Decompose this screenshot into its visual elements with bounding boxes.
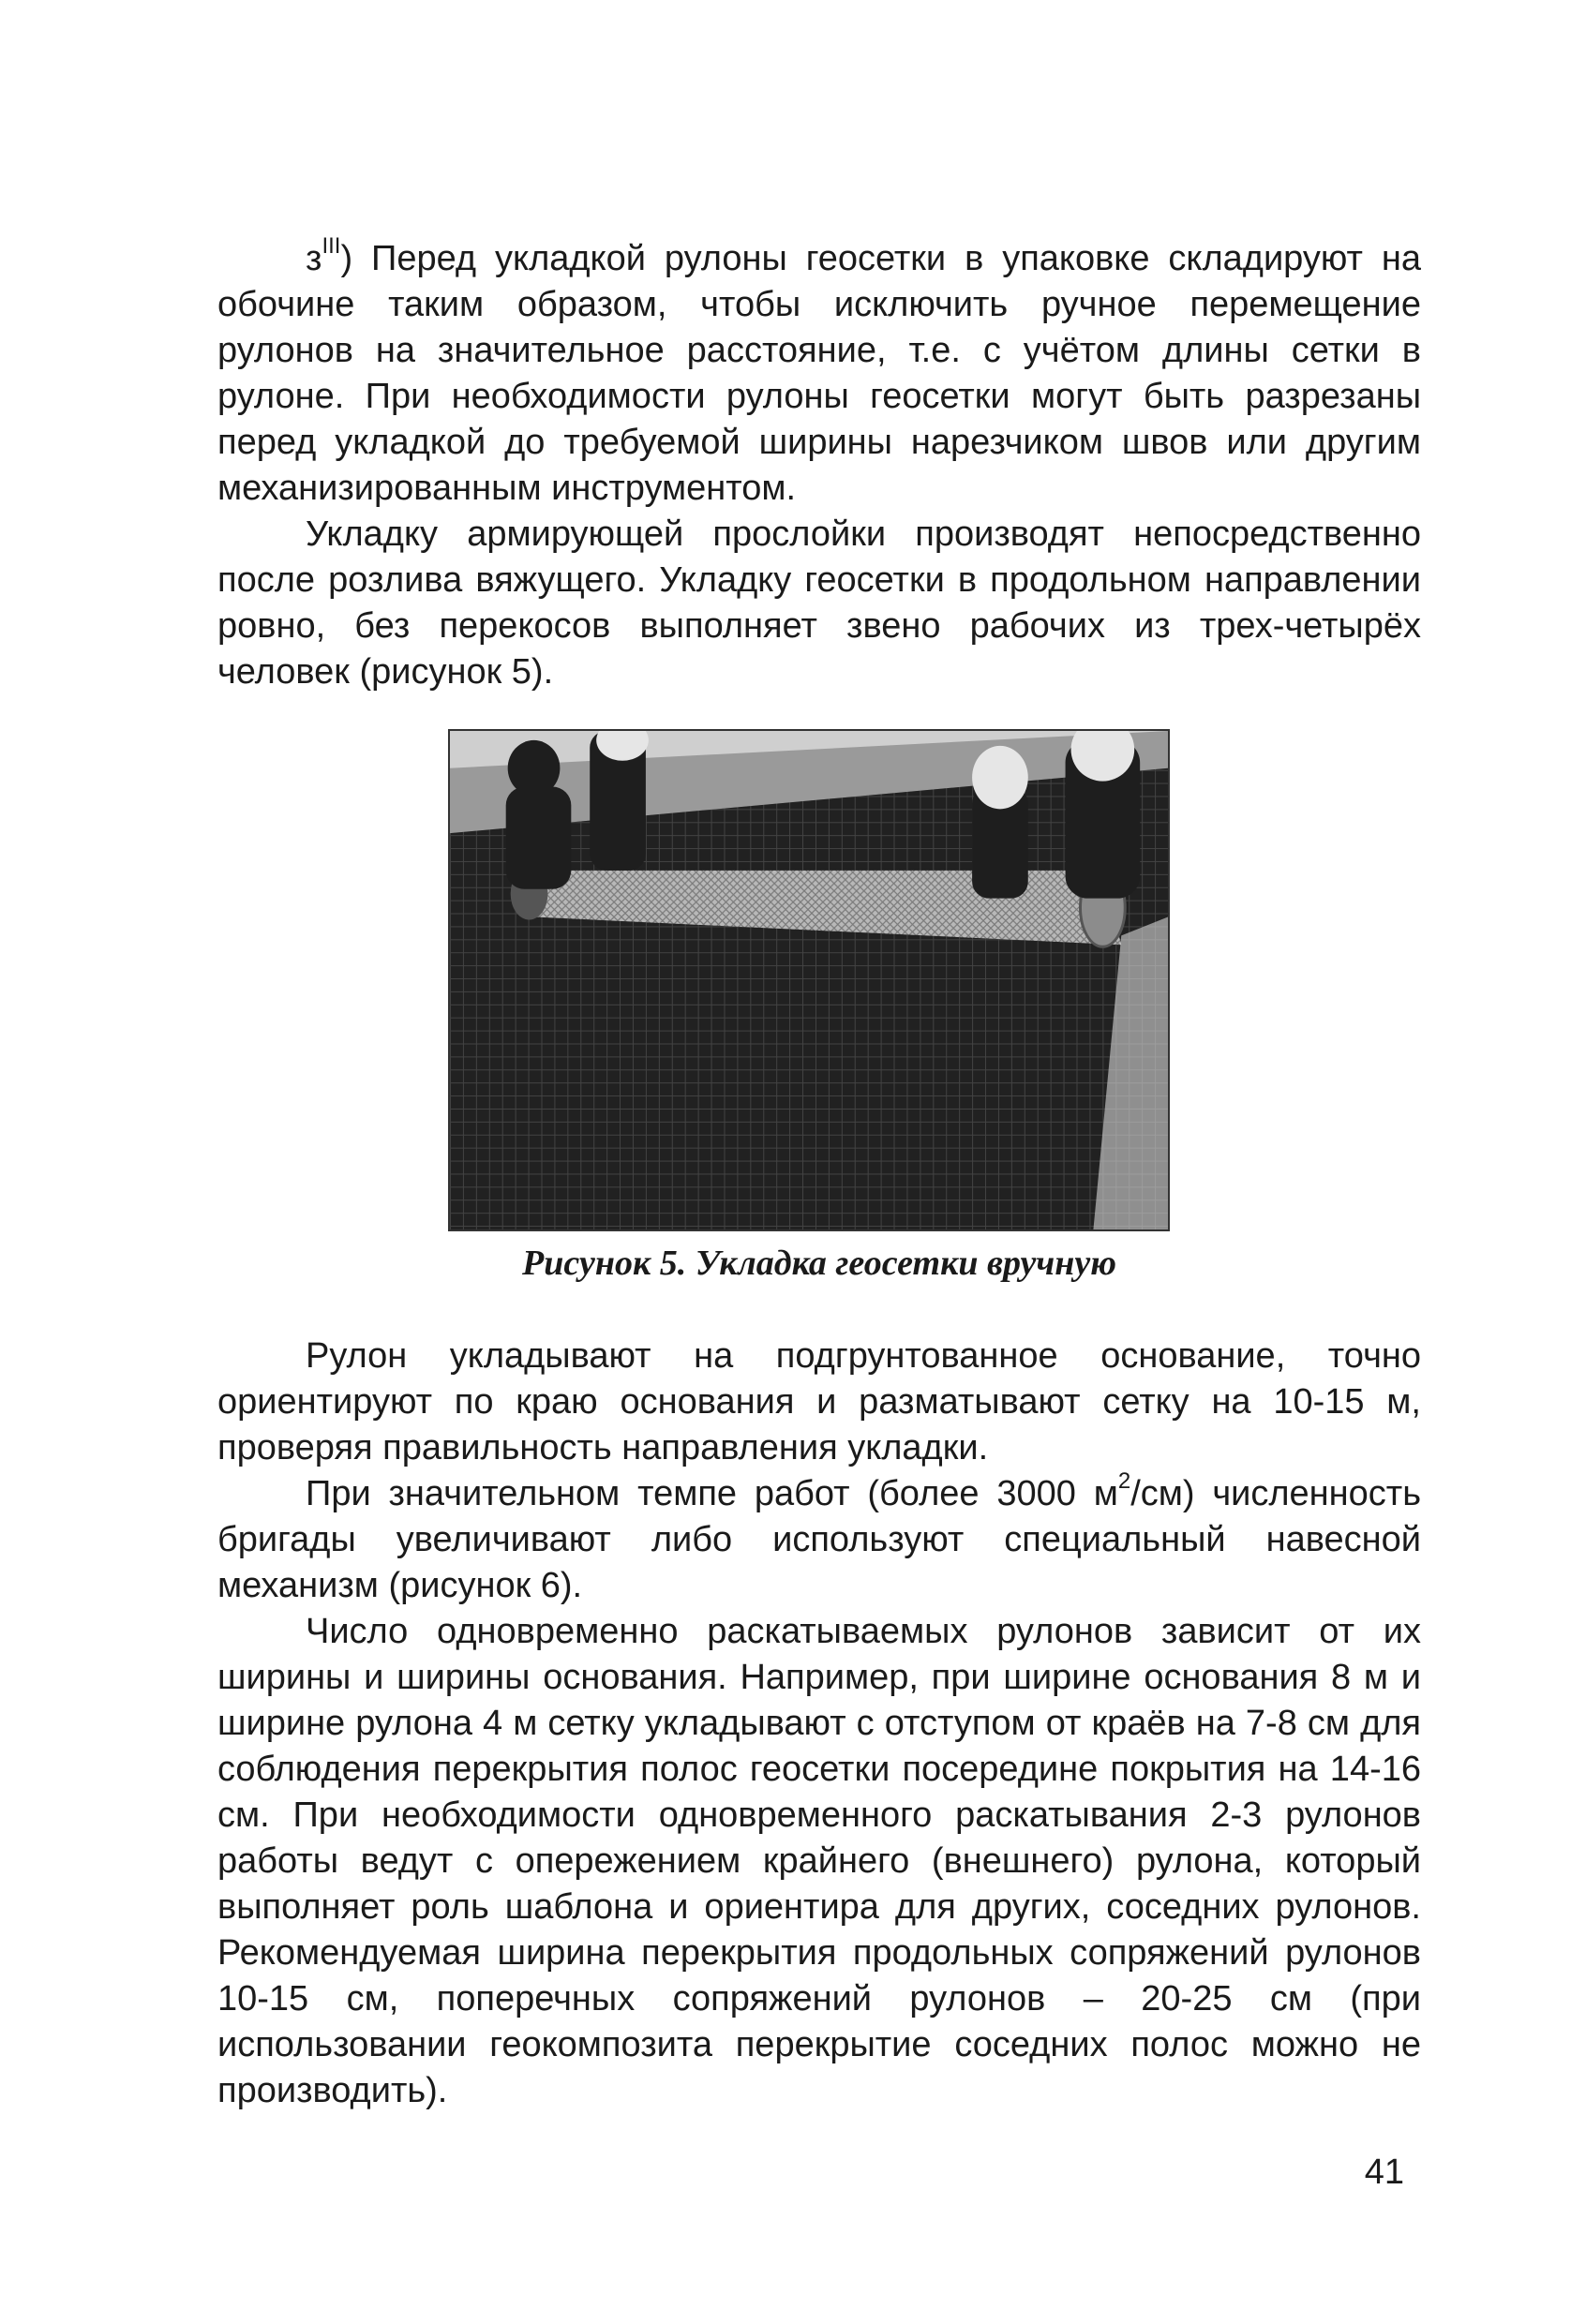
paragraph-unroll [217, 1333, 1421, 1471]
paragraph-tempo [217, 1468, 1421, 1609]
paragraph-rolls-count [217, 1609, 1421, 2114]
paragraph-text: Рулон укладывают на подгрунтованное основание, точно ориентируют по краю основания и разматывают сетку на 10-15 м, проверяя правильность направления укладки. [217, 1336, 1421, 1467]
photo-icon [450, 731, 1168, 1229]
paragraph-text: /см) численность бригады увеличивают либо используют специальный навесной механизм (рисунок 6). [217, 1474, 1421, 1605]
paragraph-text: ) Перед укладкой рулоны геосетки в упаковке складируют на обочине таким образом, чтобы исключить ручное перемещение рулонов на значительное расстояние, т.е. с учётом длины сетки в рулоне. При необходимости рулоны геосетки могут быть разрезаны перед укладкой до требуемой ширины нарезчиком швов или другим механизированным инструментом. [217, 239, 1421, 508]
paragraph-laying [217, 512, 1421, 695]
paragraph-prefix: з [306, 239, 322, 278]
text-block-top [217, 233, 1421, 695]
figure-geogrid-photo [448, 729, 1170, 1231]
superscript-square: 2 [1117, 1468, 1131, 1495]
superscript-index: III [322, 233, 341, 260]
paragraph-storage [217, 233, 1421, 512]
figure-caption: Рисунок 5. Укладка геосетки вручную [522, 1244, 1116, 1283]
paragraph-text: Укладку армирующей прослойки производят непосредственно после розлива вяжущего. Укладку геосетки в продольном направлении ровно, без перекосов выполняет звено рабочих из трех-четырёх человек (рисунок 5). [217, 514, 1421, 692]
page-number: 41 [1364, 2153, 1404, 2192]
text-block-bottom [217, 1333, 1421, 2114]
paragraph-text: Число одновременно раскатываемых рулонов зависит от их ширины и ширины основания. Например, при ширине основания 8 м и ширине рулона 4 м сетку укладывают с отступом от краёв на 7-8 см для соблюдения перекрытия полос геосетки посередине покрытия на 14-16 см. При необходимости одновременного раскатывания 2-3 рулонов работы ведут с опережением крайнего (внешнего) рулона, который выполняет роль шаблона и ориентира для других, соседних рулонов. Рекомендуемая ширина перекрытия продольных сопряжений рулонов 10-15 см, поперечных сопряжений рулонов – 20-25 см (при использовании геокомпозита перекрытие соседних полос можно не производить). [217, 1612, 1421, 2110]
paragraph-text: При значительном темпе работ (более 3000 м [306, 1474, 1118, 1513]
